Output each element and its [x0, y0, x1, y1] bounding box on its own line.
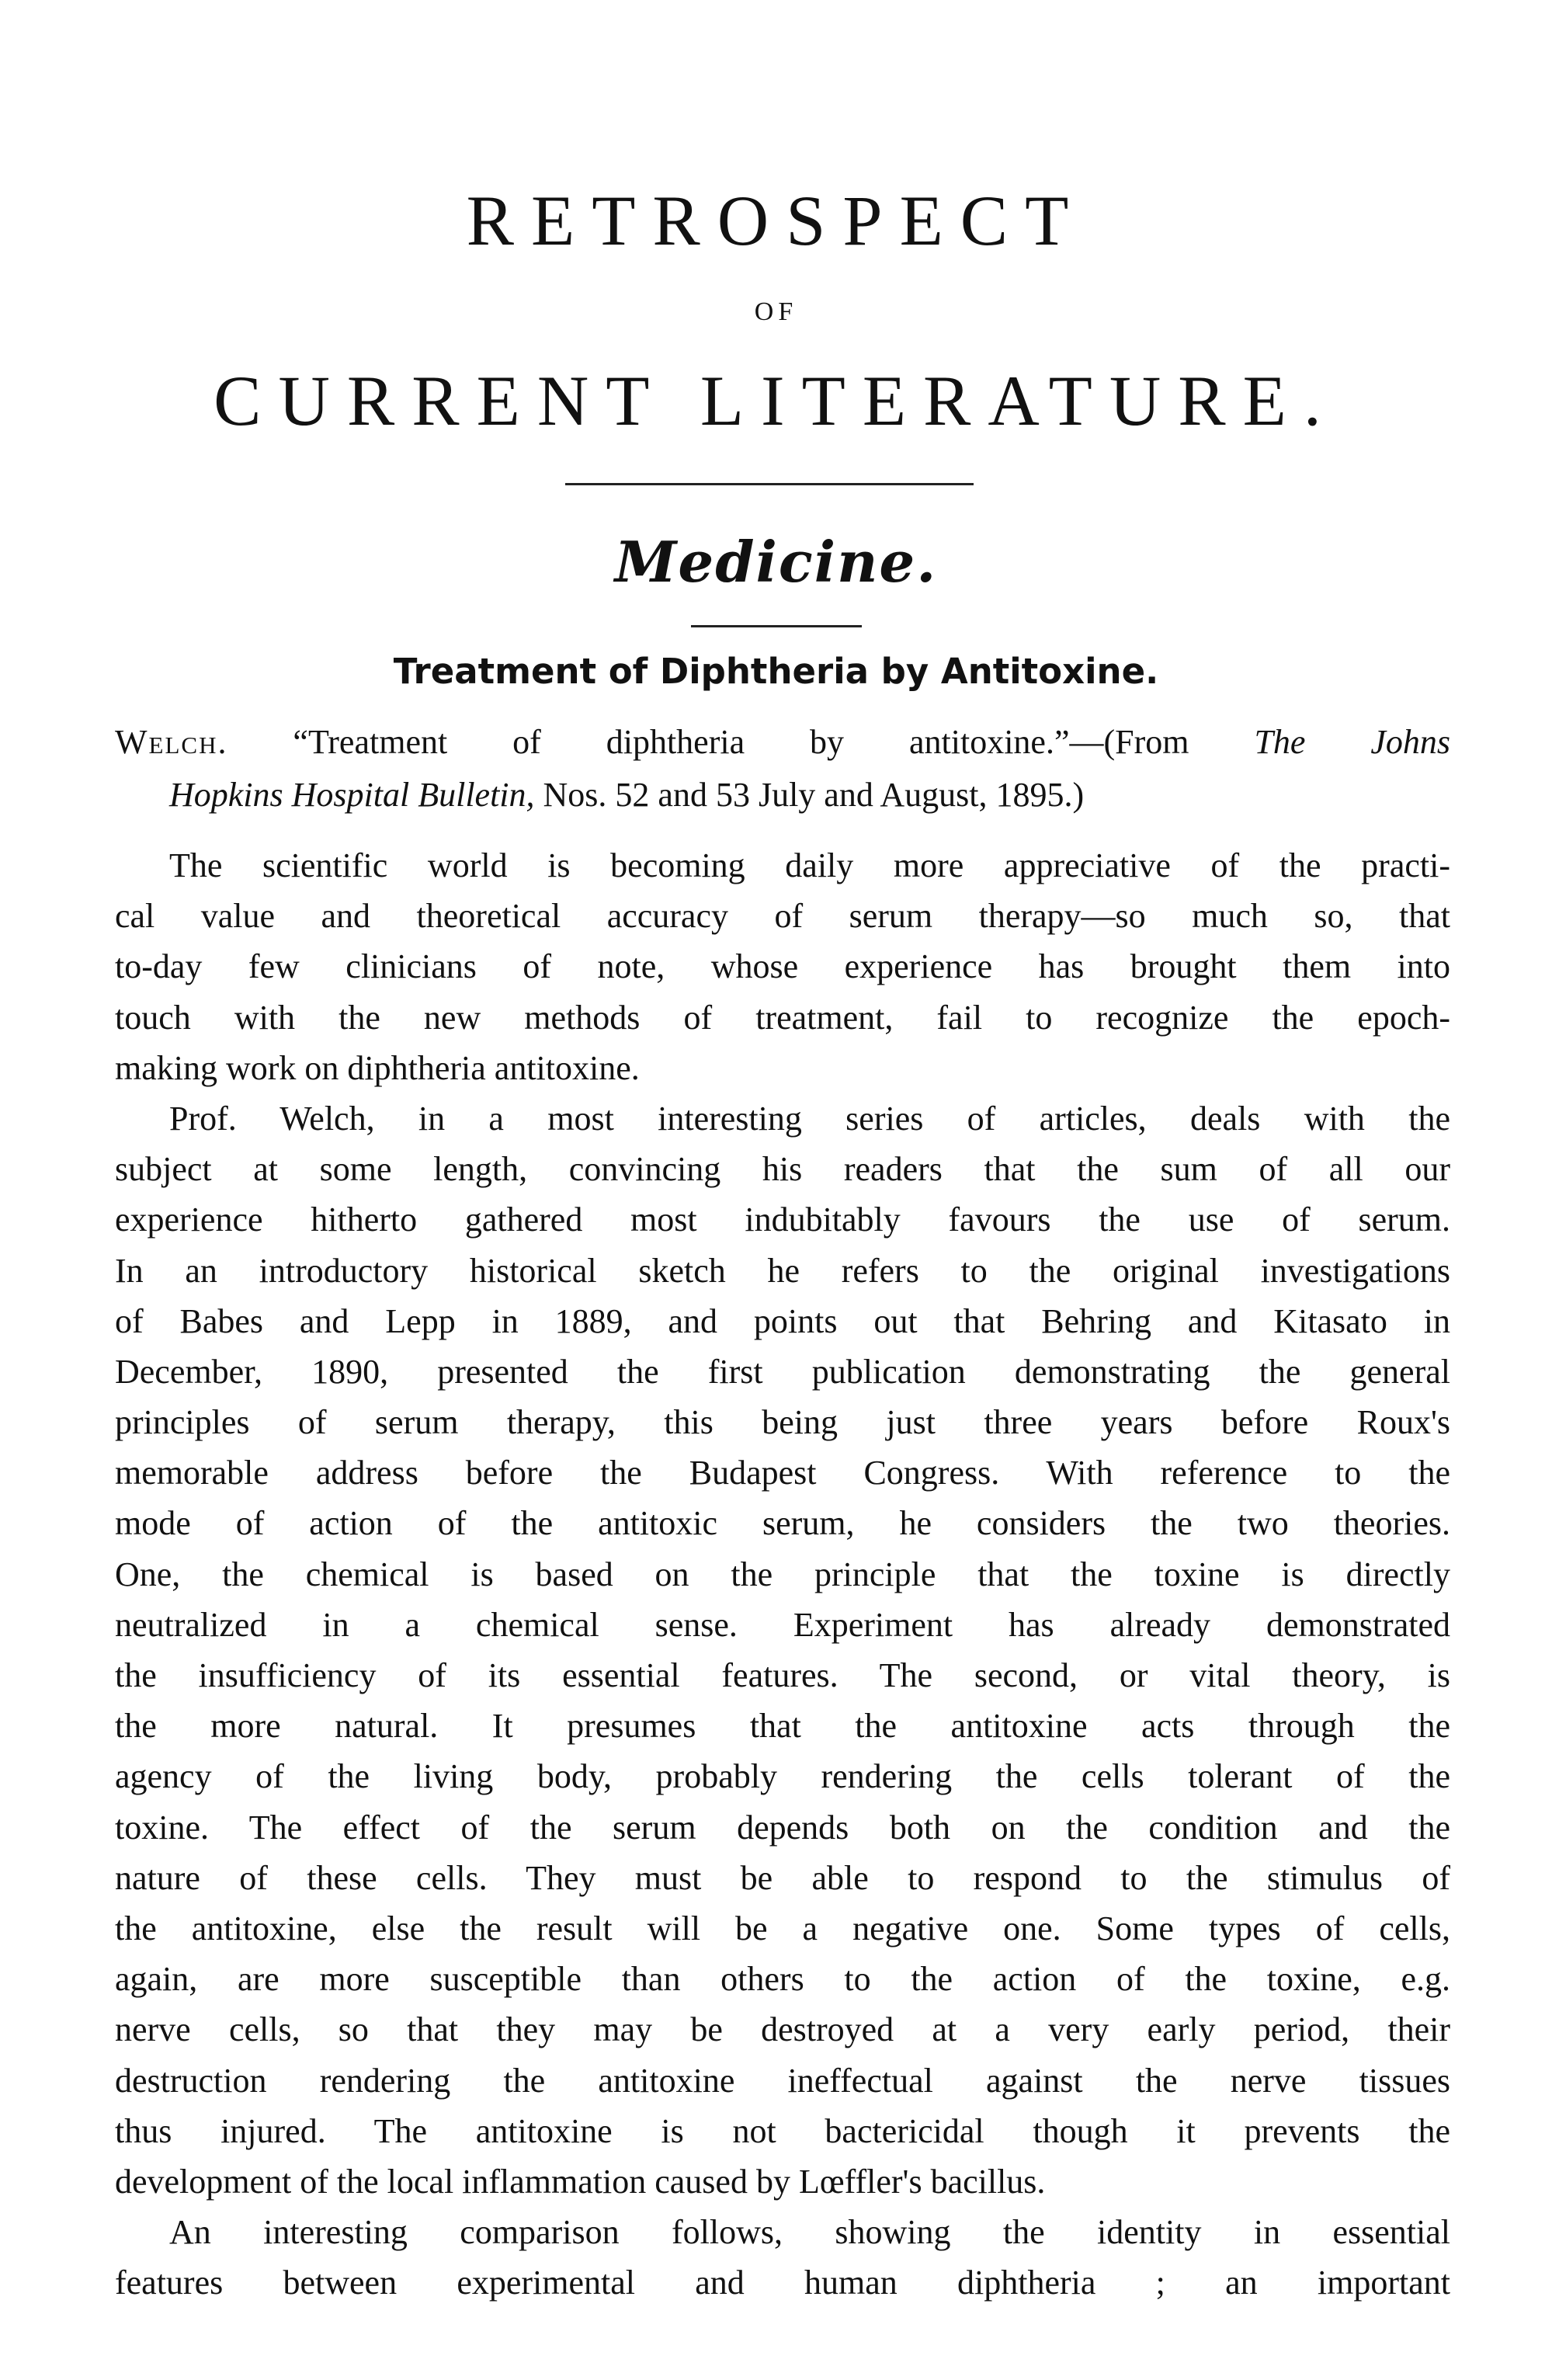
body-line: subject at some length, convincing his readers that the sum of all our — [115, 1150, 1450, 1189]
citation-journal-part2: Hopkins Hospital Bulletin, — [169, 776, 535, 814]
body-line: thus injured. The antitoxine is not bactericidal though it prevents the — [115, 2111, 1450, 2150]
divider-rule — [565, 483, 974, 485]
body-line: agency of the living body, probably rendering the cells tolerant of the — [115, 1757, 1450, 1796]
body-line: In an introductory historical sketch he refers to the original investigations — [115, 1251, 1450, 1290]
body-line: memorable address before the Budapest Congress. With reference to the — [115, 1454, 1450, 1492]
body-line: again, are more susceptible than others to the action of the toxine, e.g. — [115, 1960, 1450, 1999]
citation-line-2 — [115, 769, 1450, 822]
article-title: Treatment of Diphtheria by Antitoxine. — [393, 651, 1159, 692]
citation-journal-part1: The Johns — [1254, 723, 1451, 761]
body-line: toxine. The effect of the serum depends both on the condition and the — [115, 1808, 1450, 1847]
body-line: neutralized in a chemical sense. Experiment has already demonstrated — [115, 1605, 1450, 1644]
body-line: of Babes and Lepp in 1889, and points out that Behring and Kitasato in — [115, 1301, 1450, 1340]
article-body — [115, 840, 1450, 2308]
body-line: December, 1890, presented the first publication demonstrating the general — [115, 1352, 1450, 1391]
body-line: the insufficiency of its essential features. The second, or vital theory, is — [115, 1656, 1450, 1694]
body-line: cal value and theoretical accuracy of serum therapy—so much so, that — [115, 897, 1450, 936]
body-line: nerve cells, so that they may be destroyed at a very early period, their — [115, 2010, 1450, 2049]
body-line: development of the local inflammation caused by Lœffler's bacillus. — [115, 2162, 1046, 2201]
body-line: the more natural. It presumes that the antitoxine acts through the — [115, 1707, 1450, 1746]
title-current-literature: CURRENT LITERATURE. — [214, 361, 1338, 440]
body-line: to-day few clinicians of note, whose experience has brought them into — [115, 947, 1450, 986]
body-line: the antitoxine, else the result will be a negative one. Some types of cells, — [115, 1909, 1450, 1947]
body-line: nature of these cells. They must be able to respond to the stimulus of — [115, 1858, 1450, 1897]
body-line: principles of serum therapy, this being just three years before Roux's — [115, 1403, 1450, 1442]
body-line: touch with the new methods of treatment, fail to recognize the epoch- — [115, 998, 1450, 1037]
body-line: mode of action of the antitoxic serum, he considers the two theories. — [115, 1504, 1450, 1543]
title-retrospect: RETROSPECT — [466, 181, 1086, 260]
body-line: Prof. Welch, in a most interesting series of articles, deals with the — [169, 1099, 1450, 1138]
body-line: The scientific world is becoming daily more appreciative of the practi- — [169, 846, 1450, 884]
body-line: making work on diphtheria antitoxine. — [115, 1048, 640, 1087]
citation-author: Welch. — [115, 723, 228, 761]
body-line: destruction rendering the antitoxine ineffectual against the nerve tissues — [115, 2061, 1450, 2100]
body-line: One, the chemical is based on the principle that the toxine is directly — [115, 1555, 1450, 1593]
body-line: features between experimental and human diphtheria ; an important — [115, 2264, 1450, 2302]
body-line: experience hitherto gathered most indubitably favours the use of serum. — [115, 1200, 1450, 1239]
citation-issue: Nos. 52 and 53 July and August, 1895.) — [543, 776, 1085, 814]
section-heading: Medicine. — [614, 529, 938, 595]
citation-line-1 — [115, 716, 1450, 769]
section-divider-rule — [691, 625, 862, 627]
title-of: OF — [754, 297, 798, 326]
citation-title: “Treatment of diphtheria by antitoxine.”—(From — [293, 723, 1189, 761]
article-citation — [115, 716, 1450, 822]
body-line: An interesting comparison follows, showing the identity in essential — [169, 2213, 1450, 2252]
